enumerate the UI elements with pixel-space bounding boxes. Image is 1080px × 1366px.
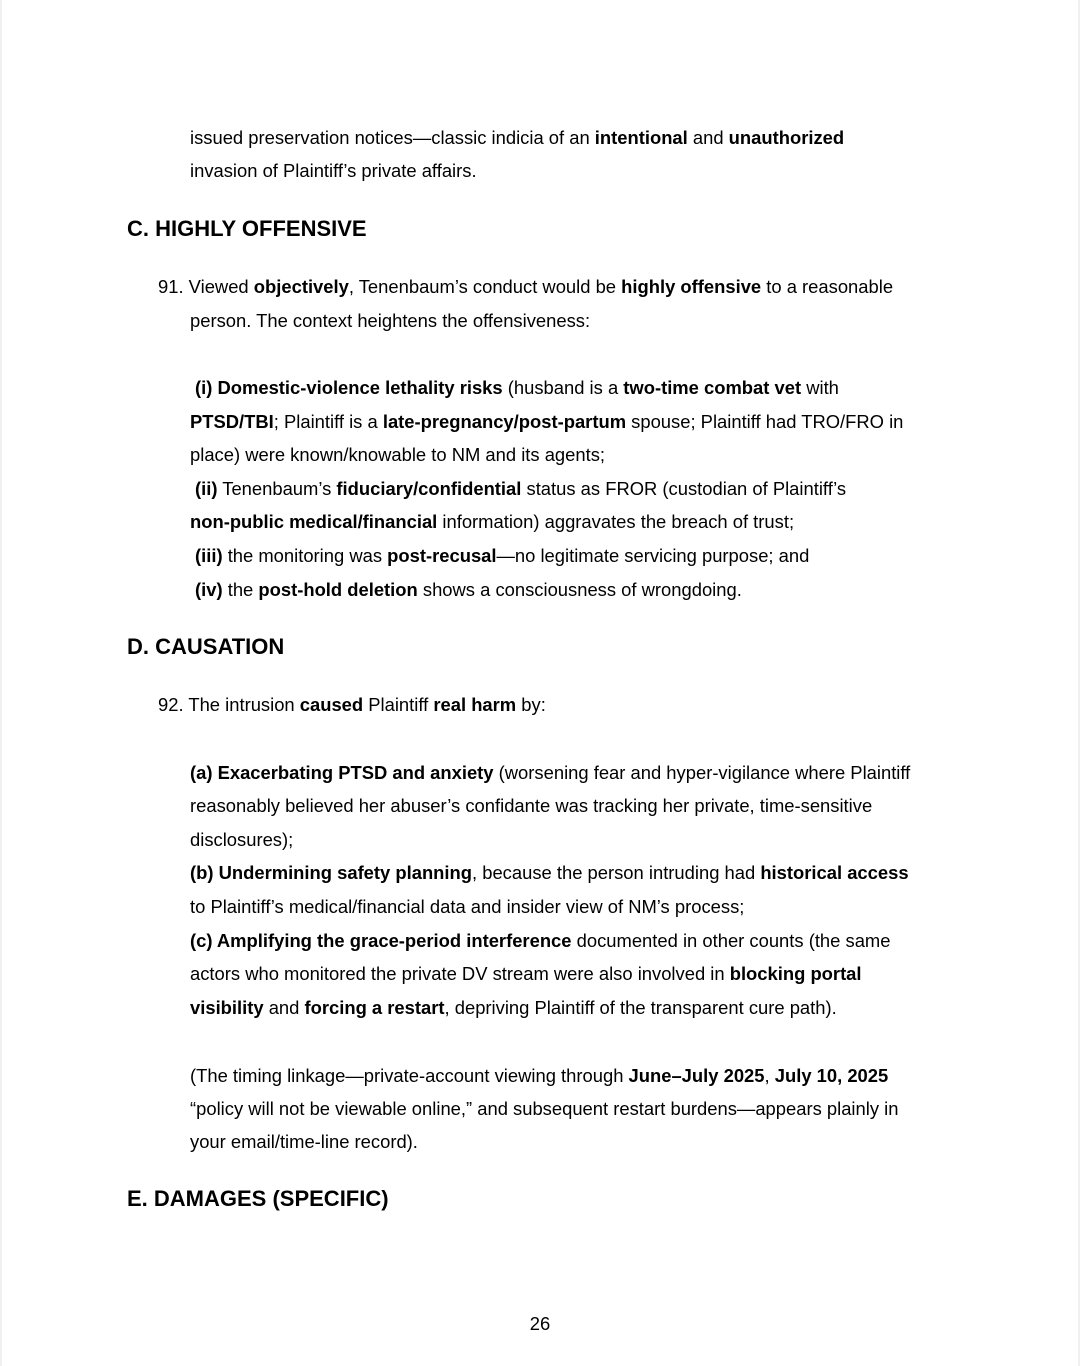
section-heading-damages: E. DAMAGES (SPECIFIC) xyxy=(127,1186,389,1211)
timing-note-line-2: “policy will not be viewable online,” and subsequent restart burdens—appears plainly in xyxy=(190,1098,899,1119)
item-i-line-1: (i) Domestic-violence lethality risks (husband is a two-time combat vet with xyxy=(195,377,839,398)
item-c-line-3: visibility and forcing a restart, depriving Plaintiff of the transparent cure path). xyxy=(190,997,837,1018)
intro-line-1: issued preservation notices—classic indicia of an intentional and unauthorized xyxy=(190,127,845,148)
paragraph-92-line-1: 92. The intrusion caused Plaintiff real harm by: xyxy=(158,694,546,715)
item-b-line-2: to Plaintiff’s medical/financial data and insider view of NM’s process; xyxy=(190,896,745,917)
paragraph-91-line-1: 91. Viewed objectively, Tenenbaum’s conduct would be highly offensive to a reasonable xyxy=(158,276,894,297)
item-i-line-3: place) were known/knowable to NM and its agents; xyxy=(190,444,606,465)
item-i-line-2: PTSD/TBI; Plaintiff is a late-pregnancy/post-partum spouse; Plaintiff had TRO/FRO in xyxy=(190,411,904,432)
item-c-line-1: (c) Amplifying the grace-period interference documented in other counts (the same xyxy=(190,930,891,951)
item-a-line-3: disclosures); xyxy=(190,829,294,850)
item-a-line-2: reasonably believed her abuser’s confidante was tracking her private, time-sensitive xyxy=(190,795,873,816)
item-b-line-1: (b) Undermining safety planning, because the person intruding had historical access xyxy=(190,862,909,883)
page-number: 26 xyxy=(529,1313,551,1334)
section-heading-causation: D. CAUSATION xyxy=(127,634,285,659)
timing-note-line-3: your email/time-line record). xyxy=(190,1131,418,1152)
timing-note-line-1: (The timing linkage—private-account viewing through June–July 2025, July 10, 2025 xyxy=(190,1065,889,1086)
item-iii-line-1: (iii) the monitoring was post-recusal—no legitimate servicing purpose; and xyxy=(195,545,810,566)
item-iv-line-1: (iv) the post-hold deletion shows a consciousness of wrongdoing. xyxy=(195,579,742,600)
item-ii-line-1: (ii) Tenenbaum’s fiduciary/confidential status as FROR (custodian of Plaintiff’s xyxy=(195,478,847,499)
item-ii-line-2: non-public medical/financial information) aggravates the breach of trust; xyxy=(190,511,795,532)
item-a-line-1: (a) Exacerbating PTSD and anxiety (worsening fear and hyper-vigilance where Plaintiff xyxy=(190,762,911,783)
paragraph-91-line-2: person. The context heightens the offensiveness: xyxy=(190,310,591,331)
item-c-line-2: actors who monitored the private DV stream were also involved in blocking portal xyxy=(190,963,862,984)
section-heading-highly-offensive: C. HIGHLY OFFENSIVE xyxy=(127,216,367,241)
intro-line-2: invasion of Plaintiff’s private affairs. xyxy=(190,160,477,181)
